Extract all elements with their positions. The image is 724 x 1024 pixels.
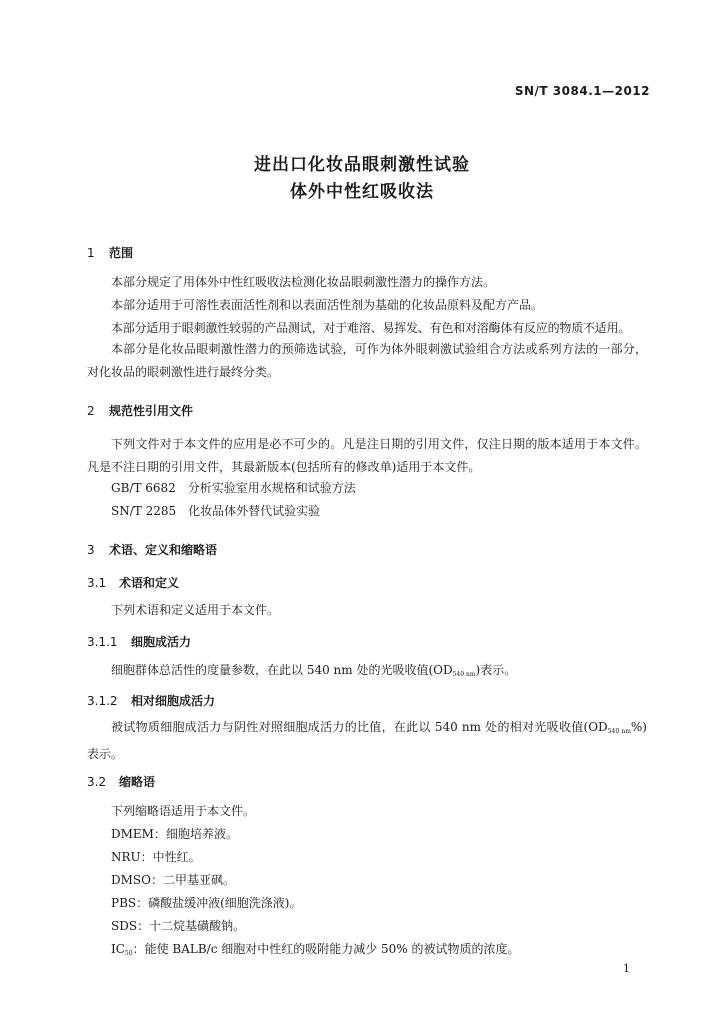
section-number: 3.1.1 [87,635,118,649]
text-part: ：能使 BALB/c 细胞对中性红的吸附能力减少 50% 的被试物质的浓度。 [132,942,520,956]
section-1-paragraph-2: 本部分适用于可溶性表面活性剂和以表面活性剂为基础的化妆品原料及配方产品。 [111,298,544,312]
section-number: 3.1 [87,576,107,590]
section-2-heading [87,402,193,419]
section-number: 3.1.2 [87,694,118,708]
section-number: 3 [87,543,95,557]
section-title: 缩略语 [119,775,156,789]
section-2-paragraph-1: 下列文件对于本文件的应用是必不可少的。凡是注日期的引用文件，仅注日期的版本适用于本文件。凡是不注日期的引用文件，其最新版本(包括所有的修改单)适用于本文件。 [87,437,647,474]
section-title: 范围 [109,246,134,260]
document-title-line2: 体外中性红吸收法 [290,182,434,202]
text-part: %)表示。 [87,720,647,761]
section-title: 术语、定义和缩略语 [109,543,218,557]
section-1-paragraph-1: 本部分规定了用体外中性红吸收法检测化妆品眼刺激性潜力的操作方法。 [111,275,496,289]
section-3-heading [87,541,217,558]
section-title: 细胞成活力 [131,635,192,649]
section-number: 1 [87,246,95,260]
text-part: 细胞群体总活性的度量参数，在此以 540 nm 处的光吸收值(OD [111,663,453,677]
section-1-paragraph-3: 本部分适用于眼刺激性较弱的产品测试，对于难溶、易挥发、有色和对溶酶体有反应的物质不适用。 [111,321,631,335]
section-3-1-paragraph: 下列术语和定义适用于本文件。 [111,603,280,617]
section-1-heading [87,244,133,261]
page-number: 1 [623,962,630,975]
section-3-1-1-heading [87,633,191,650]
section-title: 相对细胞成活力 [131,694,216,708]
section-number: 3.2 [87,775,107,789]
text-part: 被试物质细胞成活力与阴性对照细胞成活力的比值，在此以 540 nm 处的相对光吸收值(OD [111,720,608,734]
standard-number: SN/T 3084.1—2012 [514,84,650,98]
section-1-paragraph-4: 本部分是化妆品眼刺激性潜力的预筛选试验，可作为体外眼刺激试验组合方法或系列方法的一部分，对化妆品的眼刺激性进行最终分类。 [87,342,647,379]
abbreviation-intro: 下列缩略语适用于本文件。 [111,804,256,818]
abbreviation-sds: SDS：十二烷基磺酸钠。 [111,919,246,933]
section-title: 术语和定义 [119,576,180,590]
abbreviation-nru: NRU：中性红。 [111,850,201,864]
subscript: 540 nm [607,728,631,735]
reference-gbt-6682: GB/T 6682 分析实验室用水规格和试验方法 [111,481,356,495]
abbreviation-dmso: DMSO：二甲基亚砜。 [111,873,235,887]
abbreviation-ic50 [111,940,520,957]
subscript: 50 [124,950,133,957]
text-part: IC [111,942,125,956]
subscript: 540 nm [452,671,476,678]
reference-snt-2285: SN/T 2285 化妆品体外替代试验实验 [111,504,321,518]
section-3-2-heading [87,773,155,790]
text-part: )表示。 [475,663,517,677]
section-title: 规范性引用文件 [109,404,194,418]
document-title-line1: 进出口化妆品眼刺激性试验 [254,155,470,175]
section-3-1-1-paragraph [111,661,516,678]
section-3-1-2-heading [87,692,215,709]
abbreviation-dmem: DMEM：细胞培养液。 [111,827,238,841]
section-number: 2 [87,404,95,418]
section-3-1-heading [87,574,179,591]
abbreviation-pbs: PBS：磷酸盐缓冲液(细胞洗涤液)。 [111,896,302,910]
section-3-1-2-paragraph [87,716,647,766]
